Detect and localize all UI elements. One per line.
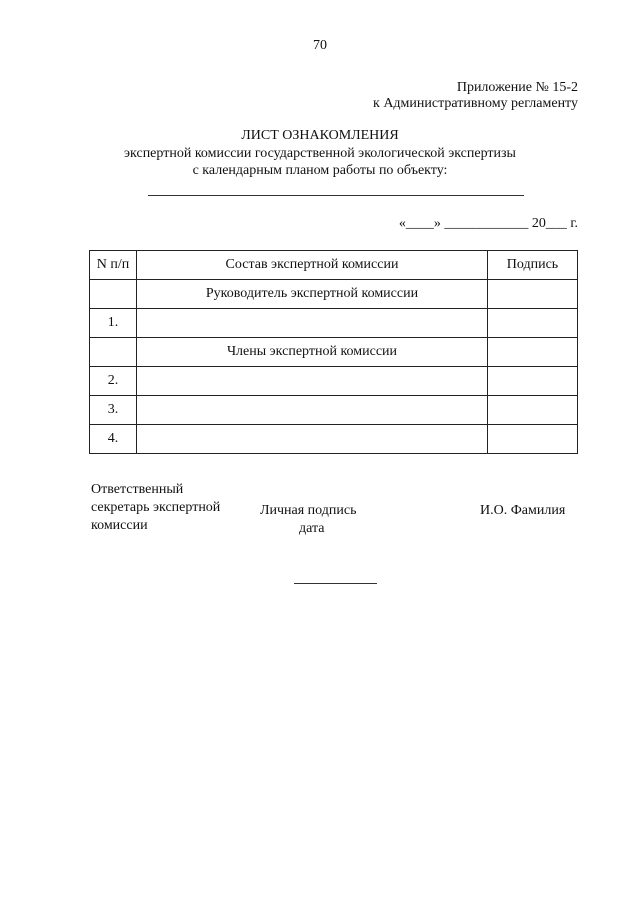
header-composition: Состав экспертной комиссии — [137, 251, 488, 280]
row-signature-cell — [488, 280, 578, 309]
table-row — [90, 338, 578, 367]
row-composition-cell — [137, 309, 488, 338]
row-number-cell: 2. — [90, 367, 137, 396]
row-number-cell: 1. — [90, 309, 137, 338]
row-signature-cell — [488, 425, 578, 454]
appendix-regulation: к Административному регламенту — [373, 96, 578, 111]
row-signature-cell — [488, 338, 578, 367]
document-subtitle-object: с календарным планом работы по объекту: — [192, 163, 448, 178]
row-signature-cell — [488, 309, 578, 338]
row-composition-cell — [137, 396, 488, 425]
row-number-cell — [90, 280, 137, 309]
document-subtitle: экспертной комиссии государственной экологической экспертизы — [124, 146, 516, 161]
row-composition-cell: Члены экспертной комиссии — [137, 338, 488, 367]
row-number-cell — [90, 338, 137, 367]
personal-signature-label: Личная подпись — [260, 503, 357, 518]
header-signature: Подпись — [488, 251, 578, 280]
row-composition-cell — [137, 367, 488, 396]
table-row — [90, 367, 578, 396]
row-composition-cell — [137, 425, 488, 454]
table-row — [90, 425, 578, 454]
commission-table — [89, 250, 578, 454]
table-row — [90, 309, 578, 338]
row-signature-cell — [488, 367, 578, 396]
row-number-cell: 3. — [90, 396, 137, 425]
responsible-secretary-label: Ответственный секретарь экспертной комиссии — [91, 482, 221, 533]
object-name-blank-line — [148, 195, 524, 196]
document-title: ЛИСТ ОЗНАКОМЛЕНИЯ — [241, 128, 399, 143]
row-number-cell: 4. — [90, 425, 137, 454]
full-name-label: И.О. Фамилия — [480, 503, 566, 518]
date-label: дата — [299, 521, 325, 536]
footer-divider — [294, 583, 377, 584]
table-row — [90, 396, 578, 425]
table-header-row — [90, 251, 578, 280]
row-composition-cell: Руководитель экспертной комиссии — [137, 280, 488, 309]
date-field: «____» ____________ 20___ г. — [398, 216, 578, 231]
header-number: N п/п — [90, 251, 137, 280]
table-row — [90, 280, 578, 309]
row-signature-cell — [488, 396, 578, 425]
page-number: 70 — [313, 38, 327, 53]
appendix-reference: Приложение № 15-2 — [456, 80, 578, 95]
